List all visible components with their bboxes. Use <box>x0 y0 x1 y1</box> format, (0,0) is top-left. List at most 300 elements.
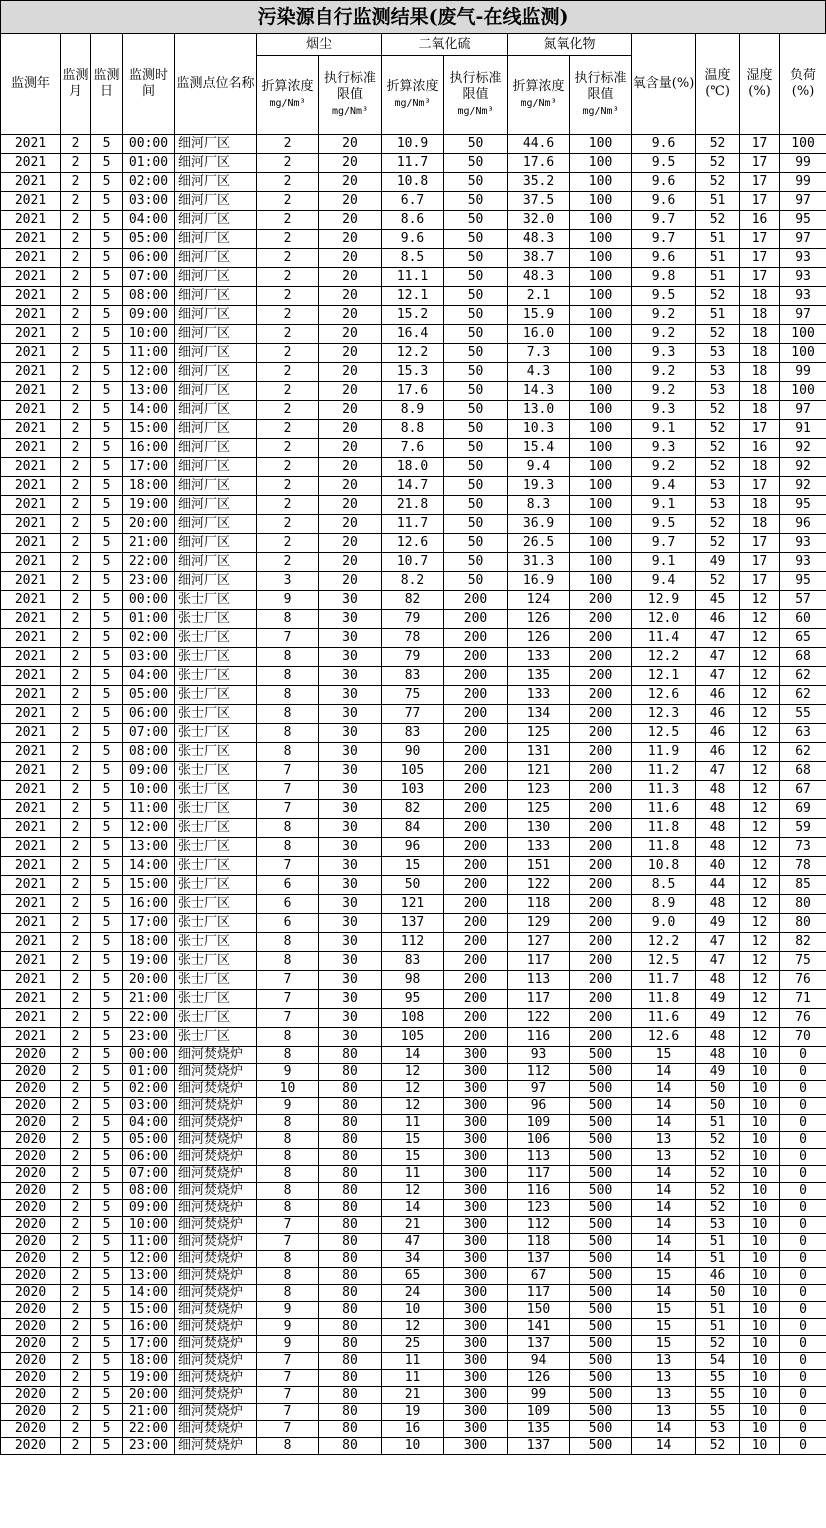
cell-dust-conc: 7 <box>257 990 319 1009</box>
cell-time: 21:00 <box>123 1404 175 1421</box>
cell-nox-limit: 200 <box>570 819 632 838</box>
cell-so2-limit: 200 <box>444 800 508 819</box>
cell-dust-limit: 30 <box>319 952 382 971</box>
cell-o2: 9.3 <box>632 439 696 458</box>
cell-nox-conc: 118 <box>508 1234 570 1251</box>
cell-humid: 10 <box>740 1047 780 1064</box>
cell-day: 5 <box>91 1217 123 1234</box>
cell-time: 16:00 <box>123 439 175 458</box>
cell-nox-limit: 100 <box>570 306 632 325</box>
cell-dust-limit: 80 <box>319 1268 382 1285</box>
cell-load: 85 <box>780 876 826 895</box>
cell-o2: 13 <box>632 1353 696 1370</box>
cell-so2-limit: 50 <box>444 154 508 173</box>
cell-year: 2021 <box>1 914 61 933</box>
group-header-nox: 氮氧化物 <box>508 34 632 56</box>
cell-humid: 10 <box>740 1387 780 1404</box>
cell-site: 张士厂区 <box>175 743 257 762</box>
conc-label: 折算浓度 <box>386 78 439 94</box>
cell-load: 57 <box>780 591 826 610</box>
cell-nox-conc: 151 <box>508 857 570 876</box>
cell-year: 2021 <box>1 344 61 363</box>
cell-time: 05:00 <box>123 230 175 249</box>
cell-dust-conc: 8 <box>257 648 319 667</box>
cell-year: 2020 <box>1 1081 61 1098</box>
cell-time: 13:00 <box>123 1268 175 1285</box>
cell-nox-limit: 500 <box>570 1115 632 1132</box>
cell-temp: 51 <box>696 1251 740 1268</box>
cell-o2: 12.0 <box>632 610 696 629</box>
cell-year: 2021 <box>1 249 61 268</box>
cell-dust-conc: 8 <box>257 1285 319 1302</box>
cell-time: 10:00 <box>123 325 175 344</box>
cell-day: 5 <box>91 1438 123 1455</box>
table-row <box>1 629 826 648</box>
table-row <box>1 553 826 572</box>
cell-o2: 14 <box>632 1098 696 1115</box>
cell-year: 2021 <box>1 1009 61 1028</box>
cell-humid: 18 <box>740 458 780 477</box>
cell-dust-limit: 80 <box>319 1336 382 1353</box>
cell-nox-limit: 200 <box>570 952 632 971</box>
cell-o2: 8.9 <box>632 895 696 914</box>
cell-so2-conc: 84 <box>382 819 444 838</box>
cell-nox-limit: 200 <box>570 591 632 610</box>
cell-load: 99 <box>780 363 826 382</box>
cell-dust-conc: 9 <box>257 1064 319 1081</box>
cell-nox-conc: 124 <box>508 591 570 610</box>
cell-nox-conc: 14.3 <box>508 382 570 401</box>
cell-so2-limit: 50 <box>444 287 508 306</box>
cell-site: 细河厂区 <box>175 401 257 420</box>
cell-nox-limit: 100 <box>570 192 632 211</box>
cell-dust-limit: 30 <box>319 781 382 800</box>
col-header-dust-limit <box>319 56 382 135</box>
cell-year: 2021 <box>1 971 61 990</box>
cell-year: 2021 <box>1 686 61 705</box>
cell-day: 5 <box>91 1387 123 1404</box>
table-row <box>1 1387 826 1404</box>
cell-o2: 14 <box>632 1064 696 1081</box>
cell-temp: 55 <box>696 1370 740 1387</box>
cell-humid: 18 <box>740 287 780 306</box>
cell-temp: 50 <box>696 1285 740 1302</box>
cell-so2-limit: 300 <box>444 1081 508 1098</box>
cell-so2-limit: 300 <box>444 1387 508 1404</box>
cell-o2: 9.7 <box>632 230 696 249</box>
cell-o2: 9.0 <box>632 914 696 933</box>
cell-so2-conc: 82 <box>382 800 444 819</box>
cell-time: 17:00 <box>123 458 175 477</box>
cell-site: 细河焚烧炉 <box>175 1217 257 1234</box>
cell-so2-limit: 200 <box>444 629 508 648</box>
cell-dust-conc: 2 <box>257 515 319 534</box>
cell-so2-conc: 10.7 <box>382 553 444 572</box>
cell-load: 0 <box>780 1353 826 1370</box>
cell-nox-limit: 200 <box>570 648 632 667</box>
cell-nox-conc: 109 <box>508 1115 570 1132</box>
cell-month: 2 <box>61 572 91 591</box>
cell-year: 2021 <box>1 135 61 154</box>
cell-dust-limit: 80 <box>319 1370 382 1387</box>
cell-month: 2 <box>61 1336 91 1353</box>
col-header-temp: 温度(℃) <box>696 34 740 135</box>
cell-so2-limit: 300 <box>444 1234 508 1251</box>
cell-nox-limit: 500 <box>570 1166 632 1183</box>
cell-temp: 52 <box>696 1183 740 1200</box>
cell-load: 100 <box>780 325 826 344</box>
cell-so2-limit: 50 <box>444 249 508 268</box>
cell-day: 5 <box>91 1149 123 1166</box>
cell-time: 00:00 <box>123 135 175 154</box>
cell-day: 5 <box>91 135 123 154</box>
cell-day: 5 <box>91 420 123 439</box>
cell-dust-conc: 2 <box>257 496 319 515</box>
cell-nox-limit: 100 <box>570 534 632 553</box>
cell-nox-conc: 129 <box>508 914 570 933</box>
cell-year: 2020 <box>1 1404 61 1421</box>
cell-dust-conc: 8 <box>257 1149 319 1166</box>
cell-day: 5 <box>91 1064 123 1081</box>
cell-site: 张士厂区 <box>175 1028 257 1047</box>
cell-humid: 10 <box>740 1115 780 1132</box>
cell-dust-limit: 20 <box>319 458 382 477</box>
cell-month: 2 <box>61 439 91 458</box>
cell-site: 张士厂区 <box>175 781 257 800</box>
table-row <box>1 230 826 249</box>
cell-temp: 51 <box>696 1319 740 1336</box>
cell-temp: 53 <box>696 363 740 382</box>
cell-nox-limit: 100 <box>570 382 632 401</box>
cell-humid: 10 <box>740 1268 780 1285</box>
cell-load: 0 <box>780 1200 826 1217</box>
cell-so2-limit: 200 <box>444 857 508 876</box>
cell-dust-conc: 8 <box>257 667 319 686</box>
cell-nox-conc: 135 <box>508 667 570 686</box>
cell-temp: 49 <box>696 990 740 1009</box>
cell-so2-limit: 200 <box>444 591 508 610</box>
cell-so2-conc: 112 <box>382 933 444 952</box>
cell-temp: 48 <box>696 1028 740 1047</box>
cell-nox-conc: 126 <box>508 629 570 648</box>
cell-so2-conc: 11 <box>382 1370 444 1387</box>
cell-so2-conc: 15 <box>382 857 444 876</box>
cell-o2: 11.3 <box>632 781 696 800</box>
table-row <box>1 268 826 287</box>
cell-nox-limit: 200 <box>570 1028 632 1047</box>
cell-day: 5 <box>91 743 123 762</box>
cell-nox-conc: 121 <box>508 762 570 781</box>
cell-temp: 49 <box>696 553 740 572</box>
cell-so2-conc: 17.6 <box>382 382 444 401</box>
cell-load: 95 <box>780 496 826 515</box>
cell-load: 70 <box>780 1028 826 1047</box>
cell-load: 100 <box>780 382 826 401</box>
cell-site: 细河焚烧炉 <box>175 1132 257 1149</box>
cell-time: 05:00 <box>123 1132 175 1149</box>
cell-o2: 10.8 <box>632 857 696 876</box>
cell-so2-limit: 200 <box>444 838 508 857</box>
table-row <box>1 515 826 534</box>
col-header-humid: 湿度(%) <box>740 34 780 135</box>
table-row <box>1 1438 826 1455</box>
cell-year: 2020 <box>1 1064 61 1081</box>
cell-so2-conc: 82 <box>382 591 444 610</box>
cell-dust-conc: 6 <box>257 876 319 895</box>
cell-load: 76 <box>780 971 826 990</box>
group-header-dust: 烟尘 <box>257 34 382 56</box>
cell-temp: 52 <box>696 287 740 306</box>
cell-time: 15:00 <box>123 1302 175 1319</box>
cell-load: 0 <box>780 1285 826 1302</box>
cell-temp: 55 <box>696 1404 740 1421</box>
cell-dust-conc: 2 <box>257 268 319 287</box>
cell-site: 细河厂区 <box>175 477 257 496</box>
cell-o2: 15 <box>632 1302 696 1319</box>
cell-so2-conc: 12.1 <box>382 287 444 306</box>
cell-humid: 10 <box>740 1217 780 1234</box>
cell-nox-conc: 9.4 <box>508 458 570 477</box>
cell-temp: 53 <box>696 344 740 363</box>
cell-day: 5 <box>91 1183 123 1200</box>
cell-humid: 10 <box>740 1234 780 1251</box>
cell-load: 92 <box>780 458 826 477</box>
cell-nox-conc: 116 <box>508 1028 570 1047</box>
cell-month: 2 <box>61 515 91 534</box>
col-header-so2-limit <box>444 56 508 135</box>
cell-month: 2 <box>61 1047 91 1064</box>
cell-month: 2 <box>61 895 91 914</box>
cell-day: 5 <box>91 781 123 800</box>
table-row <box>1 971 826 990</box>
cell-so2-conc: 34 <box>382 1251 444 1268</box>
cell-o2: 15 <box>632 1047 696 1064</box>
cell-year: 2020 <box>1 1251 61 1268</box>
cell-nox-limit: 200 <box>570 1009 632 1028</box>
cell-so2-conc: 8.8 <box>382 420 444 439</box>
cell-o2: 9.4 <box>632 572 696 591</box>
cell-time: 03:00 <box>123 192 175 211</box>
cell-nox-limit: 500 <box>570 1183 632 1200</box>
table-row <box>1 211 826 230</box>
cell-month: 2 <box>61 762 91 781</box>
cell-so2-conc: 90 <box>382 743 444 762</box>
cell-month: 2 <box>61 154 91 173</box>
cell-nox-conc: 133 <box>508 648 570 667</box>
cell-humid: 17 <box>740 230 780 249</box>
cell-dust-conc: 2 <box>257 534 319 553</box>
col-header-site: 监测点位名称 <box>175 34 257 135</box>
cell-dust-conc: 2 <box>257 192 319 211</box>
cell-nox-limit: 500 <box>570 1217 632 1234</box>
cell-so2-limit: 50 <box>444 458 508 477</box>
cell-load: 73 <box>780 838 826 857</box>
cell-o2: 15 <box>632 1336 696 1353</box>
cell-dust-limit: 80 <box>319 1302 382 1319</box>
cell-load: 0 <box>780 1132 826 1149</box>
cell-time: 00:00 <box>123 1047 175 1064</box>
cell-year: 2020 <box>1 1353 61 1370</box>
cell-dust-limit: 20 <box>319 439 382 458</box>
cell-so2-conc: 11.7 <box>382 515 444 534</box>
cell-humid: 18 <box>740 515 780 534</box>
cell-nox-conc: 123 <box>508 781 570 800</box>
cell-dust-conc: 2 <box>257 249 319 268</box>
cell-humid: 10 <box>740 1098 780 1115</box>
cell-temp: 48 <box>696 819 740 838</box>
table-row <box>1 1370 826 1387</box>
cell-so2-conc: 18.0 <box>382 458 444 477</box>
cell-humid: 17 <box>740 249 780 268</box>
cell-month: 2 <box>61 1387 91 1404</box>
cell-month: 2 <box>61 420 91 439</box>
cell-so2-limit: 300 <box>444 1421 508 1438</box>
cell-dust-limit: 30 <box>319 705 382 724</box>
cell-site: 张士厂区 <box>175 591 257 610</box>
col-header-nox-conc <box>508 56 570 135</box>
cell-o2: 12.1 <box>632 667 696 686</box>
cell-month: 2 <box>61 724 91 743</box>
cell-o2: 9.2 <box>632 306 696 325</box>
cell-load: 63 <box>780 724 826 743</box>
cell-so2-conc: 105 <box>382 1028 444 1047</box>
cell-humid: 12 <box>740 990 780 1009</box>
cell-month: 2 <box>61 933 91 952</box>
cell-year: 2020 <box>1 1387 61 1404</box>
cell-dust-limit: 80 <box>319 1149 382 1166</box>
table-row <box>1 857 826 876</box>
cell-humid: 18 <box>740 306 780 325</box>
cell-nox-limit: 100 <box>570 249 632 268</box>
cell-month: 2 <box>61 800 91 819</box>
cell-day: 5 <box>91 1098 123 1115</box>
cell-so2-limit: 300 <box>444 1285 508 1302</box>
cell-year: 2020 <box>1 1149 61 1166</box>
cell-nox-conc: 135 <box>508 1421 570 1438</box>
cell-site: 细河厂区 <box>175 382 257 401</box>
cell-temp: 50 <box>696 1081 740 1098</box>
cell-dust-conc: 7 <box>257 629 319 648</box>
cell-so2-conc: 21 <box>382 1217 444 1234</box>
cell-so2-limit: 50 <box>444 211 508 230</box>
cell-day: 5 <box>91 173 123 192</box>
cell-dust-limit: 80 <box>319 1081 382 1098</box>
cell-so2-limit: 300 <box>444 1251 508 1268</box>
cell-nox-limit: 200 <box>570 876 632 895</box>
cell-so2-conc: 8.6 <box>382 211 444 230</box>
cell-nox-limit: 500 <box>570 1149 632 1166</box>
cell-dust-limit: 20 <box>319 154 382 173</box>
cell-temp: 48 <box>696 1047 740 1064</box>
cell-dust-conc: 7 <box>257 1353 319 1370</box>
cell-load: 78 <box>780 857 826 876</box>
cell-day: 5 <box>91 648 123 667</box>
cell-o2: 14 <box>632 1251 696 1268</box>
table-row <box>1 724 826 743</box>
cell-so2-limit: 300 <box>444 1098 508 1115</box>
cell-month: 2 <box>61 1064 91 1081</box>
cell-load: 0 <box>780 1234 826 1251</box>
cell-o2: 9.6 <box>632 249 696 268</box>
cell-year: 2021 <box>1 173 61 192</box>
cell-humid: 10 <box>740 1183 780 1200</box>
cell-o2: 14 <box>632 1438 696 1455</box>
cell-humid: 10 <box>740 1200 780 1217</box>
cell-dust-limit: 80 <box>319 1438 382 1455</box>
cell-time: 12:00 <box>123 363 175 382</box>
cell-dust-limit: 20 <box>319 534 382 553</box>
cell-day: 5 <box>91 1336 123 1353</box>
cell-humid: 18 <box>740 496 780 515</box>
cell-temp: 52 <box>696 534 740 553</box>
cell-o2: 11.8 <box>632 819 696 838</box>
cell-dust-limit: 30 <box>319 591 382 610</box>
cell-dust-conc: 8 <box>257 1132 319 1149</box>
cell-so2-limit: 200 <box>444 686 508 705</box>
table-row <box>1 1047 826 1064</box>
cell-time: 01:00 <box>123 154 175 173</box>
cell-humid: 12 <box>740 857 780 876</box>
monitoring-table <box>0 33 826 1455</box>
cell-so2-limit: 50 <box>444 230 508 249</box>
cell-time: 06:00 <box>123 705 175 724</box>
cell-day: 5 <box>91 857 123 876</box>
cell-day: 5 <box>91 344 123 363</box>
cell-dust-conc: 2 <box>257 439 319 458</box>
cell-load: 0 <box>780 1404 826 1421</box>
cell-dust-conc: 8 <box>257 1200 319 1217</box>
cell-dust-conc: 2 <box>257 382 319 401</box>
cell-load: 82 <box>780 933 826 952</box>
cell-temp: 47 <box>696 762 740 781</box>
cell-dust-limit: 30 <box>319 876 382 895</box>
col-header-nox-limit <box>570 56 632 135</box>
cell-month: 2 <box>61 496 91 515</box>
cell-temp: 51 <box>696 268 740 287</box>
cell-so2-limit: 50 <box>444 553 508 572</box>
cell-nox-limit: 200 <box>570 857 632 876</box>
cell-temp: 49 <box>696 1064 740 1081</box>
cell-site: 细河焚烧炉 <box>175 1115 257 1132</box>
cell-temp: 52 <box>696 325 740 344</box>
cell-o2: 14 <box>632 1166 696 1183</box>
table-row <box>1 458 826 477</box>
cell-so2-conc: 12 <box>382 1081 444 1098</box>
cell-dust-conc: 10 <box>257 1081 319 1098</box>
cell-time: 09:00 <box>123 762 175 781</box>
cell-time: 14:00 <box>123 857 175 876</box>
table-row <box>1 1081 826 1098</box>
cell-dust-limit: 80 <box>319 1251 382 1268</box>
cell-humid: 12 <box>740 933 780 952</box>
cell-humid: 12 <box>740 876 780 895</box>
cell-o2: 9.2 <box>632 325 696 344</box>
cell-o2: 11.9 <box>632 743 696 762</box>
cell-o2: 14 <box>632 1285 696 1302</box>
cell-site: 张士厂区 <box>175 857 257 876</box>
cell-time: 01:00 <box>123 610 175 629</box>
cell-time: 17:00 <box>123 914 175 933</box>
cell-site: 细河焚烧炉 <box>175 1387 257 1404</box>
cell-day: 5 <box>91 1319 123 1336</box>
cell-o2: 12.2 <box>632 648 696 667</box>
table-row <box>1 306 826 325</box>
cell-o2: 9.7 <box>632 211 696 230</box>
table-row <box>1 1115 826 1132</box>
cell-time: 07:00 <box>123 724 175 743</box>
cell-o2: 11.4 <box>632 629 696 648</box>
cell-day: 5 <box>91 705 123 724</box>
